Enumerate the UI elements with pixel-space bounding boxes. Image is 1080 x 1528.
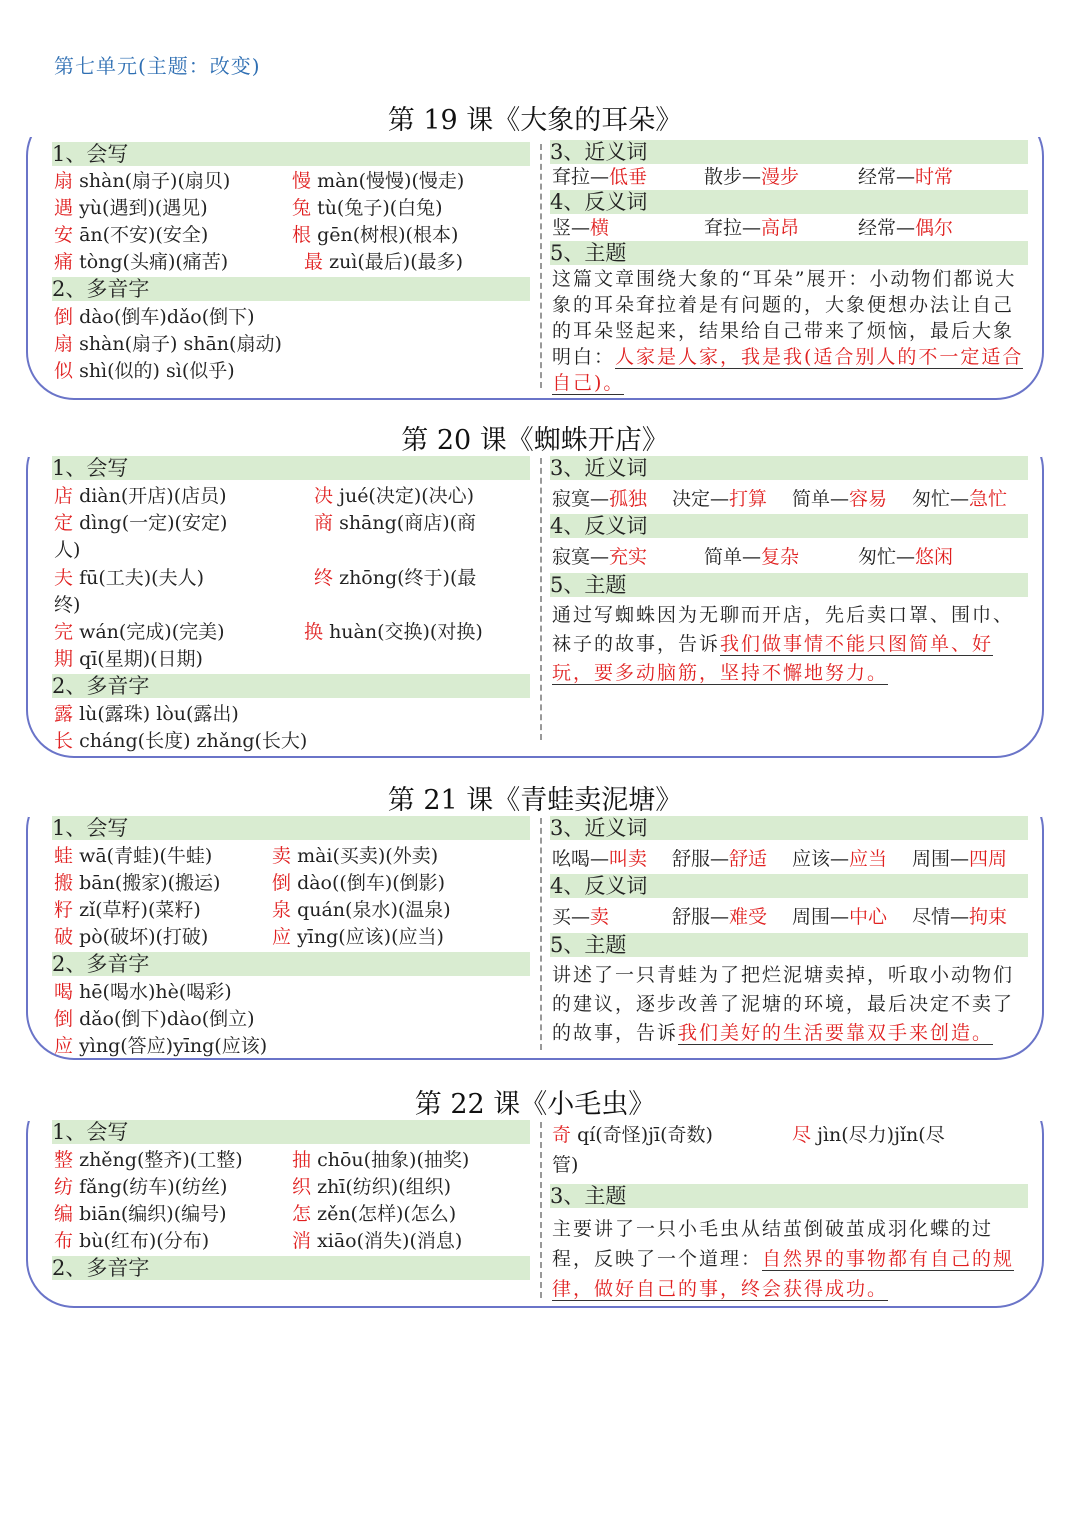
write-item: 安 ān(不安)(安全) [54, 224, 209, 246]
lesson-20-card [26, 422, 1044, 758]
synonym-item: 匆忙—急忙 [912, 488, 1008, 510]
write-item: 布 bù(红布)(分布) [54, 1230, 210, 1252]
column-divider [540, 818, 542, 1050]
write-item: 遇 yù(遇到)(遇见) [54, 197, 208, 219]
polyphone-item: 露 lù(露珠) lòu(露出) [54, 703, 239, 725]
lesson-19-card [26, 105, 1044, 400]
polyphone-item: 倒 dǎo(倒下)dào(倒立) [54, 1008, 255, 1030]
write-header: 1、会写 [52, 456, 530, 480]
lesson-19-title: 第 19 课《大象的耳朵》 [28, 98, 1042, 137]
write-item: 籽 zǐ(草籽)(菜籽) [54, 899, 201, 921]
write-item: 编 biān(编织)(编号) [54, 1203, 227, 1225]
theme-paragraph: 通过写蜘蛛因为无聊而开店，先后卖口罩、围巾、袜子的故事，告诉我们做事情不能只图简单、好玩，要多动脑筋，坚持不懈地努力。 [552, 604, 1015, 684]
write-item: 完 wán(完成)(完美) [54, 621, 225, 643]
write-header: 1、会写 [52, 816, 530, 840]
synonym-item: 简单—容易 [792, 488, 888, 510]
antonym-item: 舒服—难受 [672, 906, 768, 928]
antonym-header: 4、反义词 [550, 514, 1028, 538]
write-item: 整 zhěng(整齐)(工整) [54, 1149, 243, 1171]
write-item: 终 zhōng(终于)(最 [314, 567, 477, 589]
lesson-21-title: 第 21 课《青蛙卖泥塘》 [28, 778, 1042, 817]
polyphone-item: 尽 jìn(尽力)jǐn(尽 [792, 1124, 945, 1146]
write-item: 纺 fǎng(纺车)(纺丝) [54, 1176, 228, 1198]
antonym-item: 寂寞—充实 [552, 546, 648, 568]
write-item: 怎 zěn(怎样)(怎么) [292, 1203, 457, 1225]
write-item-cont: 人) [54, 539, 81, 561]
synonym-item: 决定—打算 [672, 488, 768, 510]
theme-paragraph: 讲述了一只青蛙为了把烂泥塘卖掉，听取小动物们的建议，逐步改善了泥塘的环境，最后决定不卖了的故事，告诉我们美好的生活要靠双手来创造。 [552, 964, 1015, 1044]
polyphone-header: 2、多音字 [52, 277, 530, 301]
write-item: 定 dìng(一定)(安定) [54, 512, 228, 534]
antonym-item: 周围—中心 [792, 906, 888, 928]
polyphone-item: 喝 hē(喝水)hè(喝彩) [54, 981, 232, 1003]
write-item: 兔 tù(兔子)(白兔) [292, 197, 443, 219]
write-item: 织 zhī(纺织)(组织) [292, 1176, 452, 1198]
synonym-item: 经常—时常 [858, 166, 954, 188]
write-item: 倒 dào((倒车)(倒影) [272, 872, 446, 894]
antonym-header: 4、反义词 [550, 874, 1028, 898]
antonym-item: 经常—偶尔 [858, 217, 954, 239]
theme-paragraph: 这篇文章围绕大象的“耳朵”展开：小动物们都说大象的耳朵耷拉着是有问题的，大象便想办法让自己的耳朵竖起来，结果给自己带来了烦恼，最后大象明白：人家是人家，我是我(适合别人的不一定适合自己)。 [552, 268, 1024, 394]
write-item: 夫 fū(工夫)(夫人) [54, 567, 204, 589]
column-divider [540, 1122, 542, 1298]
write-item: 扇 shàn(扇子)(扇贝) [54, 170, 231, 192]
column-divider [540, 458, 542, 740]
lesson-20-title: 第 20 课《蜘蛛开店》 [28, 418, 1042, 457]
write-item: 应 yīng(应该)(应当) [272, 926, 444, 948]
write-item: 蛙 wā(青蛙)(牛蛙) [54, 845, 213, 867]
theme-header: 5、主题 [550, 933, 1028, 957]
write-item: 搬 bān(搬家)(搬运) [54, 872, 221, 894]
theme-header: 5、主题 [550, 241, 1028, 265]
write-item: 抽 chōu(抽象)(抽奖) [292, 1149, 470, 1171]
antonym-item: 买—卖 [552, 906, 610, 928]
write-item: 泉 quán(泉水)(温泉) [272, 899, 451, 921]
polyphone-item-cont: 管) [552, 1154, 579, 1176]
lesson-22-title: 第 22 课《小毛虫》 [28, 1082, 1042, 1121]
polyphone-item: 倒 dào(倒车)dǎo(倒下) [54, 306, 255, 328]
synonym-item: 寂寞—孤独 [552, 488, 648, 510]
polyphone-header: 2、多音字 [52, 674, 530, 698]
write-header: 1、会写 [52, 1120, 530, 1144]
write-item: 慢 màn(慢慢)(慢走) [292, 170, 465, 192]
synonym-item: 应该—应当 [792, 848, 888, 870]
write-item: 换 huàn(交换)(对换) [304, 621, 483, 643]
write-item-cont: 终) [54, 594, 81, 616]
lesson-21-card [26, 782, 1044, 1060]
polyphone-item: 应 yìng(答应)yīng(应该) [54, 1035, 268, 1057]
write-item: 期 qī(星期)(日期) [54, 648, 203, 670]
polyphone-header: 2、多音字 [52, 1256, 530, 1280]
polyphone-header: 2、多音字 [52, 952, 530, 976]
synonym-item: 散步—漫步 [704, 166, 800, 188]
synonym-item: 舒服—舒适 [672, 848, 768, 870]
antonym-item: 耷拉—高昂 [704, 217, 800, 239]
synonym-header: 3、近义词 [550, 140, 1028, 164]
unit-title: 第七单元(主题：改变) [54, 54, 261, 78]
theme-header: 3、主题 [550, 1184, 1028, 1208]
write-item: 消 xiāo(消失)(消息) [292, 1230, 463, 1252]
synonym-item: 周围—四周 [912, 848, 1008, 870]
write-item: 破 pò(破坏)(打破) [54, 926, 209, 948]
write-header: 1、会写 [52, 142, 530, 166]
antonym-item: 简单—复杂 [704, 546, 800, 568]
write-item: 最 zuì(最后)(最多) [304, 251, 464, 273]
write-item: 决 jué(决定)(决心) [314, 485, 475, 507]
column-divider [540, 144, 542, 388]
write-item: 痛 tòng(头痛)(痛苦) [54, 251, 229, 273]
synonym-item: 吆喝—叫卖 [552, 848, 648, 870]
write-item: 店 diàn(开店)(店员) [54, 485, 227, 507]
antonym-item: 匆忙—悠闲 [858, 546, 954, 568]
write-item: 卖 mài(买卖)(外卖) [272, 845, 439, 867]
polyphone-item: 似 shì(似的) sì(似乎) [54, 360, 235, 382]
synonym-header: 3、近义词 [550, 816, 1028, 840]
antonym-item: 竖—横 [552, 217, 610, 239]
polyphone-item: 扇 shàn(扇子) shān(扇动) [54, 333, 282, 355]
theme-header: 5、主题 [550, 573, 1028, 597]
synonym-item: 耷拉—低垂 [552, 166, 648, 188]
lesson-22-card [26, 1086, 1044, 1308]
polyphone-item: 长 cháng(长度) zhǎng(长大) [54, 730, 308, 752]
theme-paragraph: 主要讲了一只小毛虫从结茧倒破茧成羽化蝶的过程，反映了一个道理：自然界的事物都有自己的规律，做好自己的事，终会获得成功。 [552, 1218, 1015, 1300]
polyphone-item: 奇 qí(奇怪)jī(奇数) [552, 1124, 713, 1146]
antonym-item: 尽情—拘束 [912, 906, 1008, 928]
synonym-header: 3、近义词 [550, 456, 1028, 480]
write-item: 商 shāng(商店)(商 [314, 512, 477, 534]
write-item: 根 gēn(树根)(根本) [292, 224, 459, 246]
antonym-header: 4、反义词 [550, 190, 1028, 214]
